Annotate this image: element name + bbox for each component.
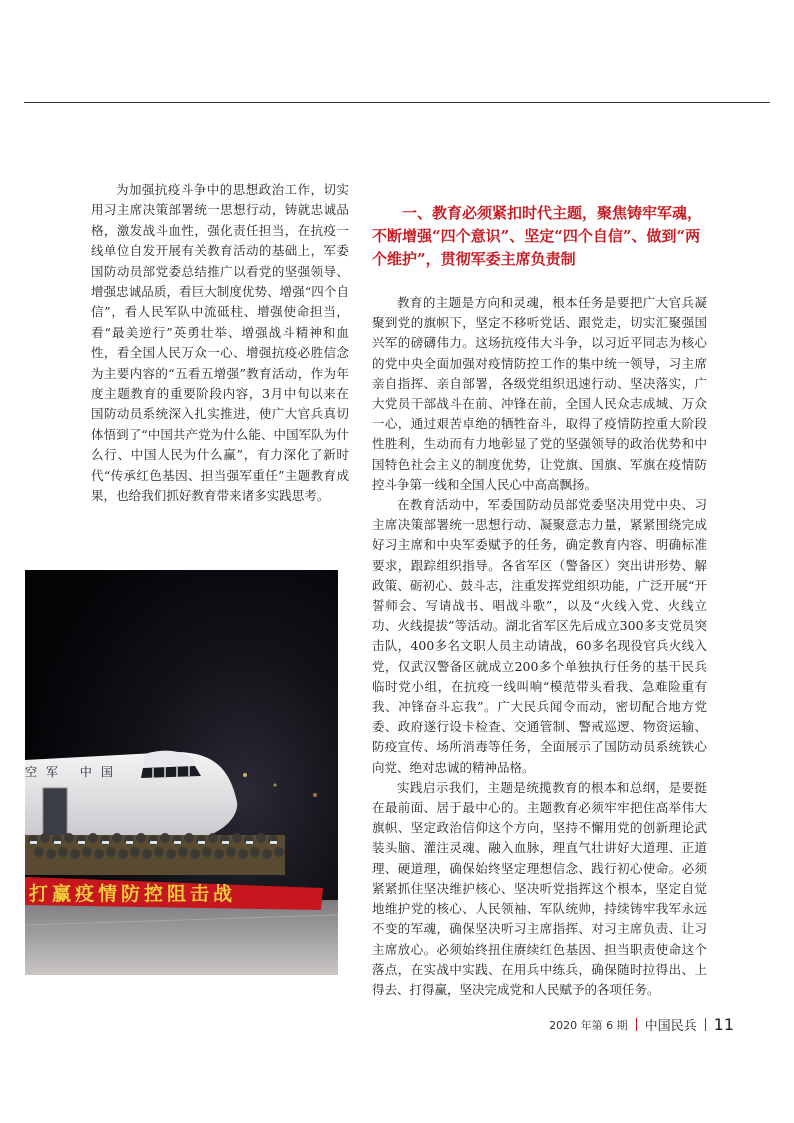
footer-separator — [636, 1018, 637, 1031]
issue-label: 2020 年第 6 期 — [549, 1018, 628, 1032]
top-rule — [24, 102, 770, 103]
page-footer — [549, 1015, 734, 1034]
body-text — [372, 293, 707, 1000]
body-paragraph: 实践启示我们，主题是统揽教育的根本和总纲，是要挺在最前面、居于最中心的。主题教育必须牢牢把住高举伟大旗帜、坚定政治信仰这个方向，坚持不懈用党的创新理论武装头脑、灌注灵魂、融入血脉，理直气壮讲好大道理、正道理、硬道理，确保始终坚定理想信念、践行初心使命。必须紧紧抓住坚决维护核心、坚决听党指挥这个根本，坚定自觉地维护党的核心、人民领袖、军队统帅，持续铸牢我军永远不变的军魂，确保坚决听习主席指挥、对习主席负责、让习主席放心。必须始终扭住赓续红色基因、担当职责使命这个落点，在实战中实践、在用兵中练兵，确保随时拉得出、上得去、打得赢，坚决完成党和人民赋予的各项任务。 — [372, 779, 707, 997]
section-heading: 一、教育必须紧扣时代主题，聚焦铸牢军魂，不断增强“四个意识”、坚定“四个自信”、做到“两个维护”，贯彻军委主席负责制 — [372, 204, 703, 268]
right-column — [372, 202, 707, 1000]
footer-separator — [705, 1018, 706, 1031]
body-paragraph: 在教育活动中，军委国防动员部党委坚决用党中央、习主席决策部署统一思想行动、凝聚意志力量，紧紧围绕完成好习主席和中央军委赋予的任务，确定教育内容、明确标准要求，跟踪组织指导。各省军区（警备区）突出讲形势、解政策、砺初心、鼓斗志，注重发挥党组织功能，广泛开展“开誓师会、写请战书、唱战斗歌”，以及“火线入党、火线立功、火线提拔”等活动。湖北省军区先后成立300多支党员突击队，400多名文职人员主动请战，60多名现役官兵火线入党，仅武汉警备区就成立200多个单独执行任务的基干民兵临时党小组，在抗疫一线叫响“模范带头看我、急难险重有我、冲锋奋斗忘我”。广大民兵闻令而动，密切配合地方党委、政府遂行设卡检查、交通管制、警戒巡逻、物资运输、防疫宣传、场所消毒等任务，全面展示了国防动员系统铁心向党、绝对忠诚的精神品格。 — [372, 497, 707, 775]
aircraft-lettering: 空军 中国 — [25, 765, 122, 779]
left-column — [91, 180, 349, 507]
news-photo — [25, 570, 338, 975]
page-number: 11 — [713, 1015, 734, 1034]
body-paragraph: 教育的主题是方向和灵魂，根本任务是要把广大官兵凝聚到党的旗帜下，坚定不移听党话、跟党走，切实汇聚强国兴军的磅礴伟力。这场抗疫伟大斗争，以习近平同志为核心的党中央全面加强对疫情防控工作的集中统一领导，习主席亲自指挥、亲自部署，各级党组织迅速行动、坚决落实，广大党员干部战斗在前、冲锋在前，全国人民众志成城、万众一心，通过艰苦卓绝的牺牲奋斗，取得了疫情防控重大阶段性胜利，生动而有力地彰显了党的坚强领导的政治优势和中国特色社会主义的制度优势，让党旗、国旗、军旗在疫情防控斗争第一线和全国人民心中高高飘扬。 — [372, 295, 707, 492]
banner-text: 打赢疫情防控阻击战 — [29, 883, 237, 905]
intro-paragraph: 为加强抗疫斗争中的思想政治工作，切实用习主席决策部署统一思想行动，铸就忠诚品格，激发战斗血性，强化责任担当，在抗疫一线单位自发开展有关教育活动的基础上，军委国防动员部党委总结推广以看党的坚强领导、增强忠诚品质，看巨大制度优势、增强“四个自信”，看人民军队中流砥柱、增强使命担当，看“最美逆行”英勇壮举、增强战斗精神和血性，看全国人民万众一心、增强抗疫必胜信念为主要内容的“五看五增强”教育活动，作为年度主题教育的重要阶段内容，3月中旬以来在国防动员系统深入扎实推进，使广大官兵真切体悟到了“中国共产党为什么能、中国军队为什么行、中国人民为什么赢”，有力深化了新时代“传承红色基因、担当强军重任”主题教育成果，也给我们抓好教育带来诸多实践思考。 — [91, 182, 349, 504]
magazine-name: 中国民兵 — [644, 1019, 697, 1034]
